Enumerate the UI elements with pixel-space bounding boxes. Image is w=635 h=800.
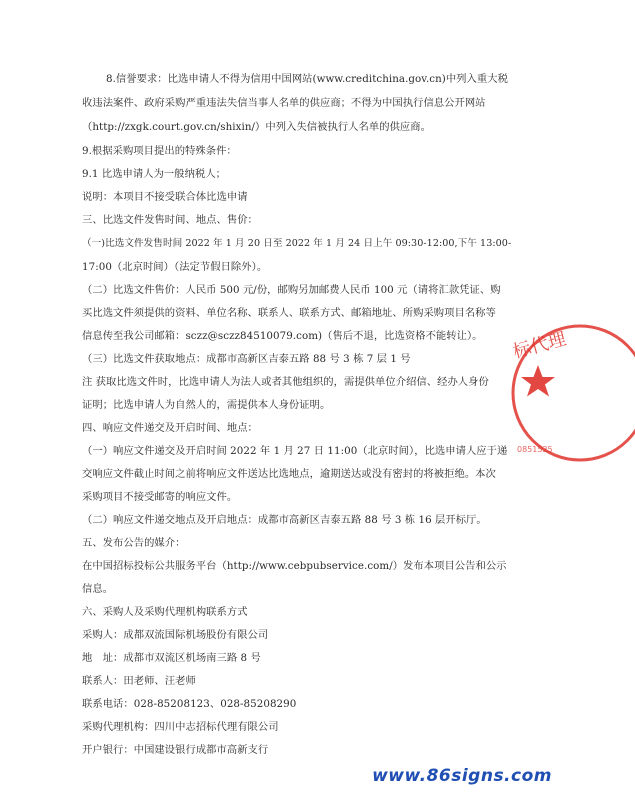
doc-line: 证明；比选申请人为自然人的，需提供本人身份证明。 [82,399,331,411]
doc-line: 在中国招标投标公共服务平台（http://www.cebpubservice.com/）发布本项目公告和公示 [82,560,507,572]
watermark-text: www.86signs.com [372,766,552,786]
doc-line: 9.1 比选申请人为一般纳税人； [82,168,227,180]
seal-number: 0851525 [517,445,553,454]
doc-line: 地 址：成都市双流区机场南三路 8 号 [82,652,261,664]
doc-line: 采购项目不接受邮寄的响应文件。 [82,491,238,503]
doc-line: 开户银行：中国建设银行成都市高新支行 [82,744,269,756]
doc-line: 采购人：成都双流国际机场股份有限公司 [82,629,269,641]
doc-line: 联系人：田老师、汪老师 [82,675,196,687]
doc-line: 三、比选文件发售时间、地点、售价： [82,214,258,226]
doc-line: （二）比选文件售价：人民币 500 元/份，邮购另加邮费人民币 100 元（请将汇款凭证、购 [82,284,501,296]
doc-line: 信息。 [82,583,114,595]
doc-line: 9.根据采购项目提出的特殊条件： [82,145,237,157]
doc-line: 17:00（北京时间）（法定节假日除外）。 [82,261,268,273]
doc-line: 五、发布公告的媒介： [82,537,186,549]
doc-line: 信息传至我公司邮箱：sczz@sczz84510079.com)（售后不退，比选资格不能转让）。 [82,330,483,342]
doc-line: 采购代理机构：四川中志招标代理有限公司 [82,721,279,733]
doc-line: （二）响应文件递交地点及开启地点：成都市高新区吉泰五路 88 号 3 栋 16 层开标厅。 [82,514,487,526]
doc-line: 收违法案件、政府采购严重违法失信当事人名单的供应商；不得为中国执行信息公开网站 [82,97,486,109]
doc-line: （http://zxgk.court.gov.cn/shixin/）中列入失信被执行人名单的供应商。 [82,121,431,133]
company-seal [505,318,635,468]
doc-line: 8.信誉要求：比选申请人不得为信用中国网站(www.creditchina.gov.cn)中列入重大税 [106,73,508,85]
doc-line: 六、采购人及采购代理机构联系方式 [82,606,248,618]
doc-line: （一)比选文件发售时间 2022 年 1 月 20 日至 2022 年 1 月 24 日上午 09:30-12:00,下午 13:00- [82,238,512,249]
doc-line: （一）响应文件递交及开启时间 2022 年 1 月 27 日 11:00（北京时间），比选申请人应于递 [82,445,508,457]
doc-line: 联系电话：028-85208123、028-85208290 [82,698,297,710]
doc-line: 说明：本项目不接受联合体比选申请 [82,191,248,203]
doc-line: 四、响应文件递交及开启时间、地点： [82,422,258,434]
doc-line: 注 获取比选文件时，比选申请人为法人或者其他组织的，需提供单位介绍信、经办人身份 [82,376,489,388]
doc-line: 买比选文件须提供的资料、单位名称、联系人、联系方式、邮箱地址、所购采购项目名称等 [82,307,496,319]
seal-text: 标代理 [510,328,569,363]
doc-line: （三）比选文件获取地点：成都市高新区吉泰五路 88 号 3 栋 7 层 1 号 [82,353,411,365]
doc-line: 交响应文件截止时间之前将响应文件送达比选地点，逾期送达或没有密封的将被拒绝。本次 [82,468,496,480]
